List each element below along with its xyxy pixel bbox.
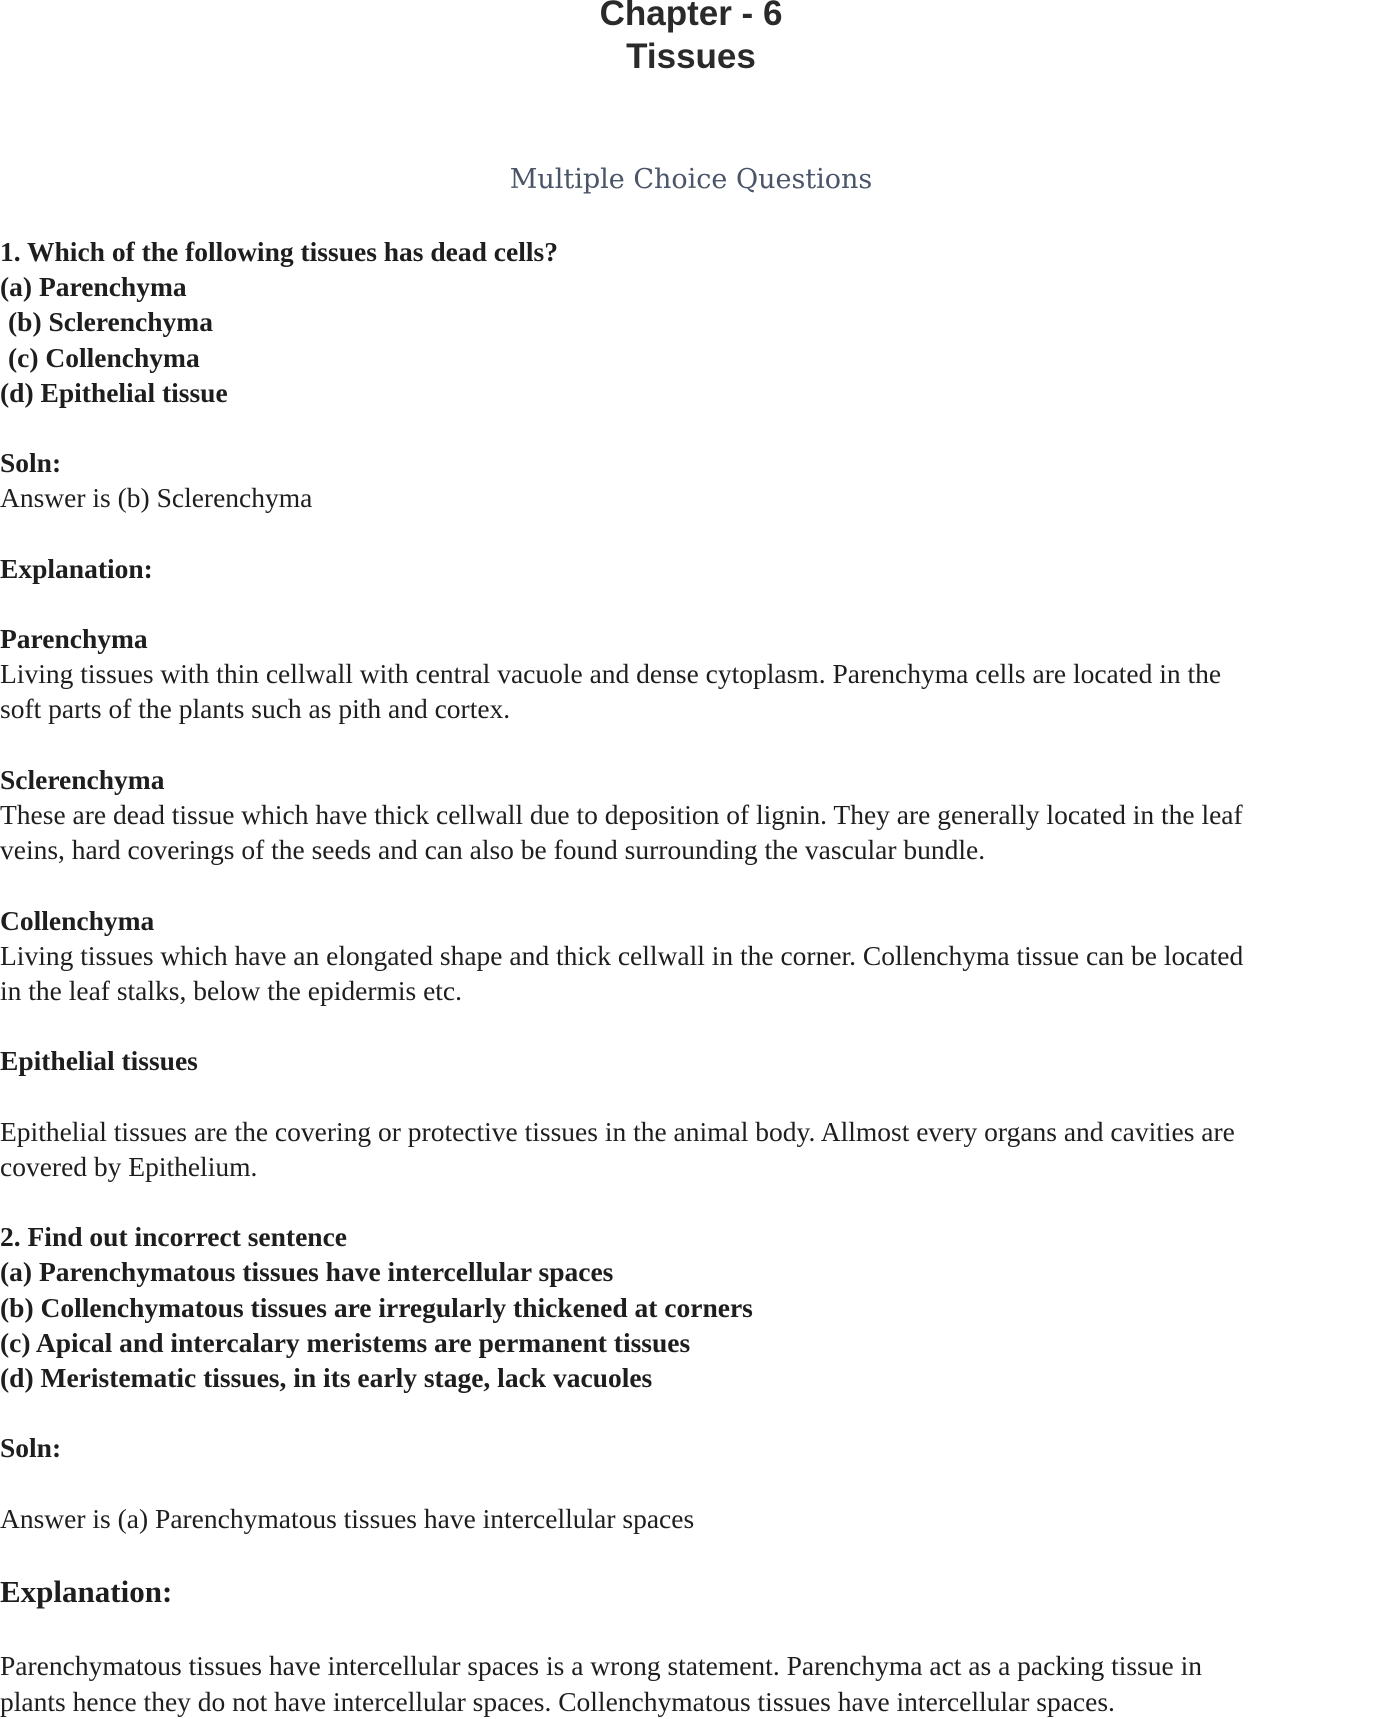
explanation-text: in the leaf stalks, below the epidermis etc. <box>0 974 463 1006</box>
spacer <box>0 867 1382 902</box>
spacer <box>0 1395 1382 1430</box>
spacer <box>0 1079 1382 1114</box>
spacer <box>0 516 1382 551</box>
explanation-text: Living tissues with thin cellwall with central vacuole and dense cytoplasm. Parenchyma cells are located in the <box>0 658 1222 690</box>
q2-answer: Answer is (a) Parenchymatous tissues have intercellular spaces <box>0 1502 695 1534</box>
chapter-title: Tissues <box>626 37 756 76</box>
explanation-heading-sclerenchyma: Sclerenchyma <box>0 763 165 795</box>
q1-option-a: (a) Parenchyma <box>0 271 187 303</box>
explanation-text: plants hence they do not have intercellular spaces. Collenchymatous tissues have intercellular spaces. <box>0 1685 1115 1717</box>
document-body <box>0 234 1382 1719</box>
explanation-text: These are dead tissue which have thick cellwall due to deposition of lignin. They are generally located in the leaf <box>0 799 1243 830</box>
question-2: 2. Find out incorrect sentence <box>0 1221 347 1253</box>
spacer <box>0 1536 1382 1571</box>
spacer <box>0 410 1382 445</box>
explanation-text: Living tissues which have an elongated shape and thick cellwall in the corner. Collenchyma tissue can be located <box>0 939 1244 971</box>
spacer <box>0 727 1382 762</box>
q2-option-b: (b) Collenchymatous tissues are irregularly thickened at corners <box>0 1291 753 1323</box>
spacer <box>0 1184 1382 1219</box>
q1-option-d: (d) Epithelial tissue <box>0 376 228 408</box>
spacer <box>0 586 1382 621</box>
q2-soln-label: Soln: <box>0 1432 62 1464</box>
q2-option-c: (c) Apical and intercalary meristems are permanent tissues <box>0 1326 691 1358</box>
explanation-heading-epithelial: Epithelial tissues <box>0 1045 198 1077</box>
q1-answer: Answer is (b) Sclerenchyma <box>0 482 313 514</box>
question-1: 1. Which of the following tissues has dead cells? <box>0 236 558 267</box>
spacer <box>0 1008 1382 1043</box>
q1-option-b: (b) Sclerenchyma <box>8 306 213 338</box>
q1-soln-label: Soln: <box>0 447 62 479</box>
spacer <box>0 1613 1382 1648</box>
explanation-text: Epithelial tissues are the covering or protective tissues in the animal body. Allmost every organs and cavities are <box>0 1115 1235 1147</box>
explanation-text: soft parts of the plants such as pith and cortex. <box>0 693 511 725</box>
spacer <box>0 1466 1382 1501</box>
q2-explanation-label: Explanation: <box>0 1574 173 1610</box>
q2-option-d: (d) Meristematic tissues, in its early stage, lack vacuoles <box>0 1362 653 1393</box>
explanation-text: veins, hard coverings of the seeds and can also be found surrounding the vascular bundle. <box>0 834 986 866</box>
explanation-heading-parenchyma: Parenchyma <box>0 623 148 655</box>
explanation-text: Parenchymatous tissues have intercellular spaces is a wrong statement. Parenchyma act as a packing tissue in <box>0 1650 1202 1682</box>
section-title: Multiple Choice Questions <box>509 164 873 195</box>
q1-option-c: (c) Collenchyma <box>8 341 200 373</box>
explanation-text: covered by Epithelium. <box>0 1150 258 1182</box>
explanation-heading-collenchyma: Collenchyma <box>0 904 155 936</box>
q1-explanation-label: Explanation: <box>0 552 153 584</box>
q2-option-a: (a) Parenchymatous tissues have intercellular spaces <box>0 1256 614 1288</box>
chapter-number: Chapter - 6 <box>599 0 783 33</box>
